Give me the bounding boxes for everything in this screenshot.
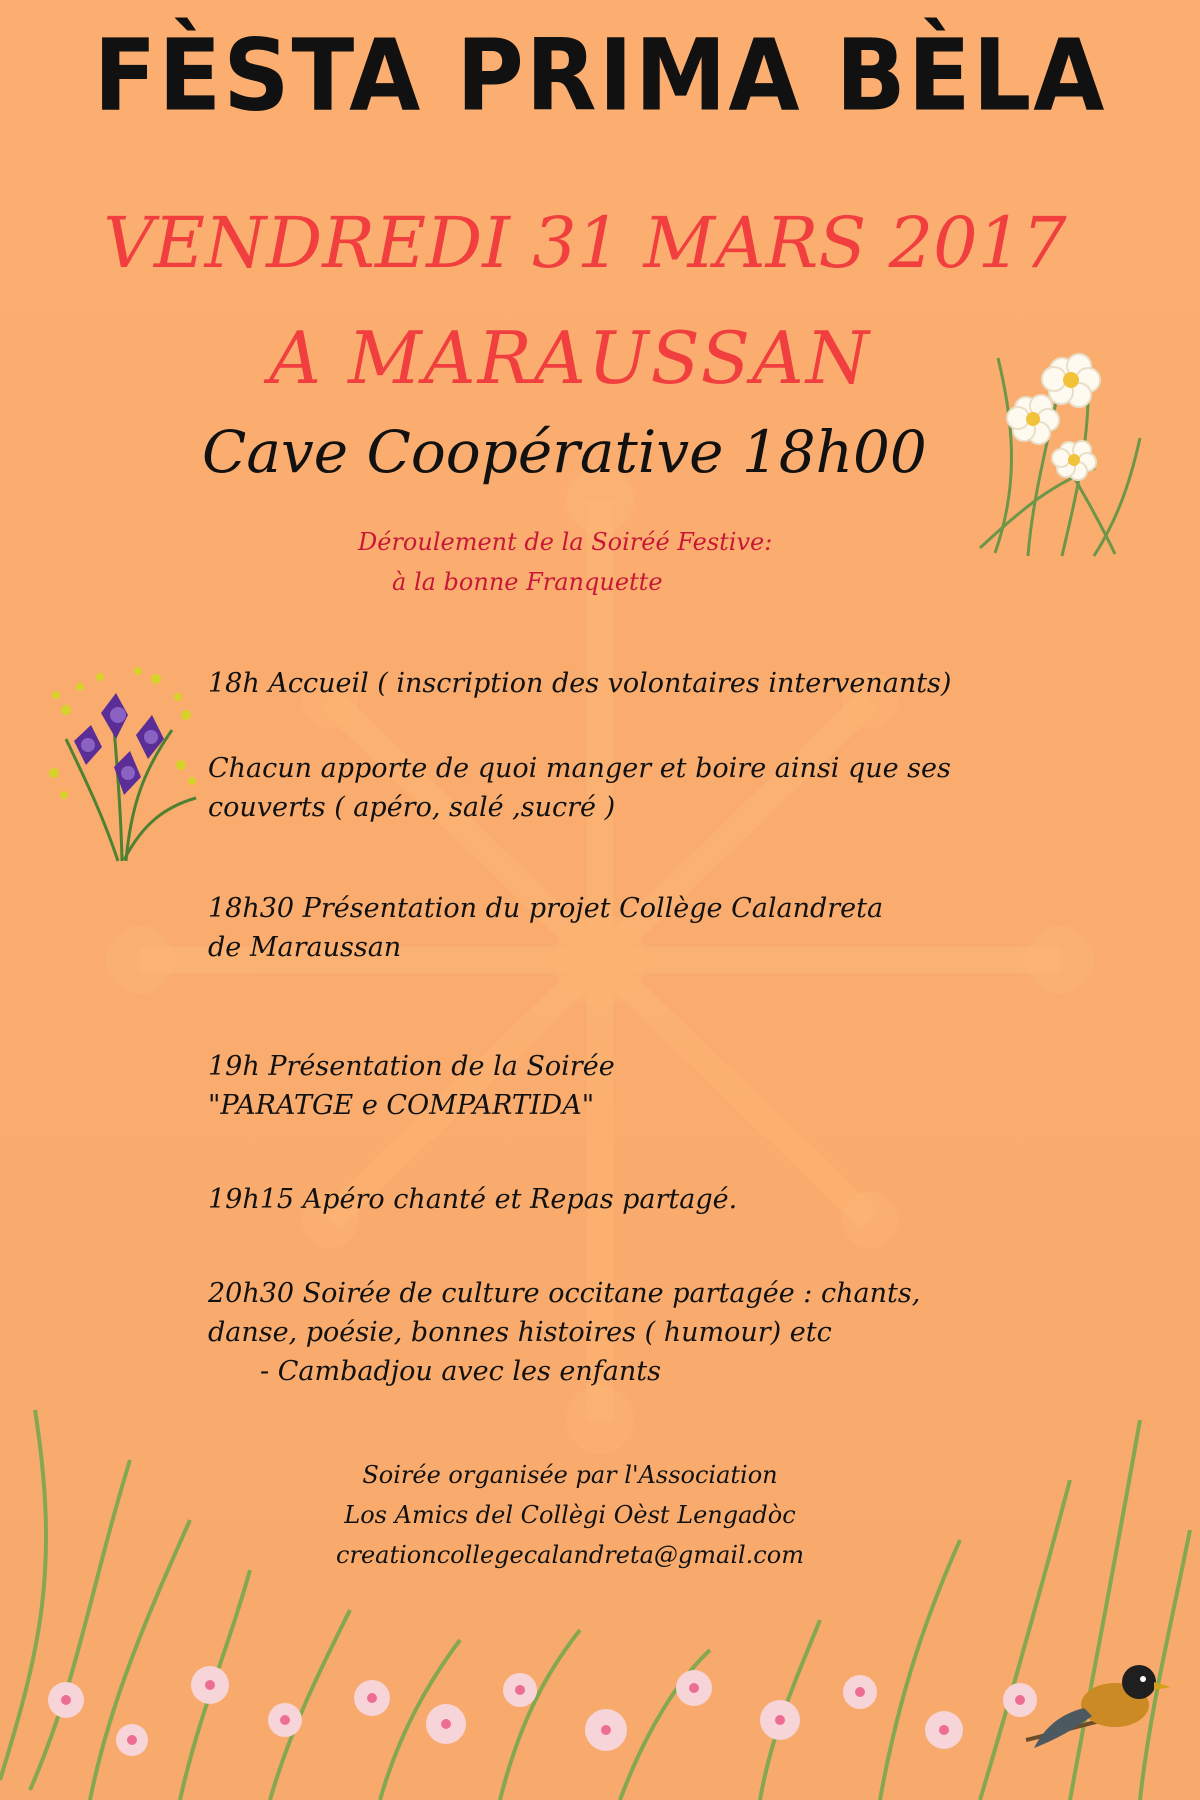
event-venue: Cave Coopérative 18h00 [202,418,927,486]
program-item-apero: 19h15 Apéro chanté et Repas partagé. [208,1184,738,1215]
organizer-email: creationcollegecalandreta@gmail.com [336,1541,804,1569]
program-item-presentation-project [208,889,883,967]
intro-line-2: à la bonne Franquette [392,568,663,596]
program-item-evening-presentation-line-1: 19h Présentation de la Soirée [208,1051,615,1082]
program-item-presentation-project-line-2: de Maraussan [208,932,402,963]
organizer-line-1: Soirée organisée par l'Association [362,1461,778,1489]
bird-icon [1020,1630,1180,1770]
program-item-culture-evening-line-3: - Cambadjou avec les enfants [260,1356,661,1387]
organizer-line-2: Los Amics del Collègi Oèst Lengadòc [344,1501,796,1529]
program-item-culture-evening-line-1: 20h30 Soirée de culture occitane partagée : chants, [208,1278,921,1309]
program-item-presentation-project-line-1: 18h30 Présentation du projet Collège Calandreta [208,893,884,924]
program-item-potluck-line-1: Chacun apporte de quoi manger et boire ainsi que ses [208,753,951,784]
program-item-culture-evening-line-2: danse, poésie, bonnes histoires ( humour) etc [208,1317,832,1348]
daffodil-icon [970,318,1150,558]
program-item-evening-presentation-line-2: "PARATGE e COMPARTIDA" [208,1090,595,1121]
program-item-potluck [208,749,951,827]
program-item-evening-presentation [208,1047,615,1125]
program-item-potluck-line-2: couverts ( apéro, salé ,sucré ) [208,792,616,823]
intro-line-1: Déroulement de la Soiréé Festive: [358,528,773,556]
evening-intro [358,522,828,602]
event-date: VENDREDI 31 MARS 2017 [103,202,1067,284]
event-place: A MARAUSSAN [269,316,871,400]
program-item-welcome: 18h Accueil ( inscription des volontaires intervenants) [208,668,952,699]
poster-title: FÈSTA PRIMA BÈLA [93,17,1107,134]
iris-bouquet-icon [36,655,206,865]
